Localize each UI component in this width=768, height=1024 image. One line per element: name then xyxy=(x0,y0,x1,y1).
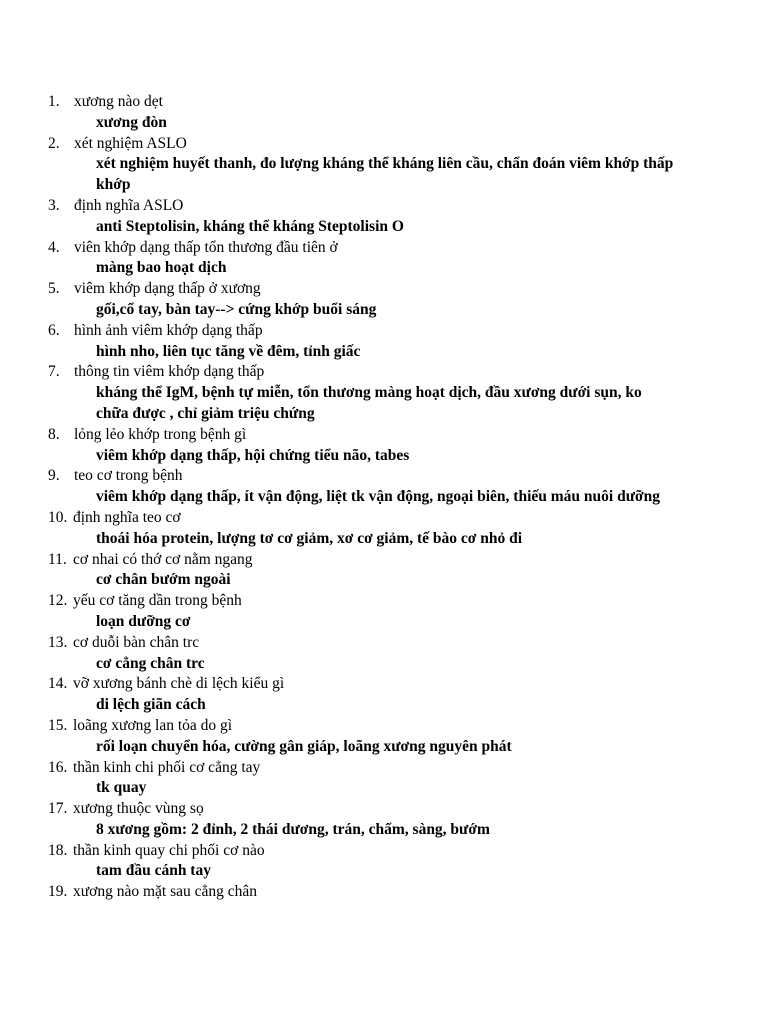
question-line xyxy=(0,591,768,612)
list-item xyxy=(0,134,768,196)
question-line xyxy=(0,674,768,695)
question-number: 12. xyxy=(48,592,68,610)
list-item xyxy=(0,633,768,675)
answer-text: kháng thể IgM, bệnh tự miễn, tổn thương màng hoạt dịch, đầu xương dưới sụn, ko chữa được , chỉ giảm triệu chứng xyxy=(96,384,642,422)
question-number: 7. xyxy=(48,363,60,381)
answer-text: viêm khớp dạng thấp, ít vận động, liệt tk vận động, ngoại biên, thiếu máu nuôi dưỡng xyxy=(96,488,660,506)
question-line xyxy=(0,279,768,300)
question-number: 3. xyxy=(48,196,60,214)
question-number: 10. xyxy=(48,508,68,526)
answer-text: loạn dưỡng cơ xyxy=(96,612,191,630)
list-item xyxy=(0,674,768,716)
question-text: thần kinh chi phối cơ cẳng tay xyxy=(73,758,261,776)
question-number: 2. xyxy=(48,134,60,152)
question-text: thông tin viêm khớp dạng thấp xyxy=(74,363,265,381)
answer-text: thoái hóa protein, lượng tơ cơ giảm, xơ cơ giảm, tế bào cơ nhỏ đi xyxy=(96,529,523,547)
answer-text: viêm khớp dạng thấp, hội chứng tiểu não, tabes xyxy=(96,446,410,464)
list-item xyxy=(0,550,768,592)
list-item xyxy=(0,799,768,841)
question-line xyxy=(0,882,768,903)
question-line xyxy=(0,758,768,779)
question-text: thần kinh quay chi phối cơ nào xyxy=(73,841,265,859)
answer-text: xương đòn xyxy=(96,113,167,131)
question-number: 1. xyxy=(48,93,60,110)
list-item xyxy=(0,279,768,321)
question-line xyxy=(0,425,768,446)
question-text: định nghĩa teo cơ xyxy=(73,508,181,526)
question-number: 18. xyxy=(48,841,68,859)
answer-text: 8 xương gồm: 2 đỉnh, 2 thái dương, trán, chẩm, sàng, bướm xyxy=(96,820,490,838)
answer-text: di lệch giãn cách xyxy=(96,696,206,714)
question-number: 8. xyxy=(48,425,60,443)
question-number: 15. xyxy=(48,716,68,734)
question-number: 6. xyxy=(48,321,60,339)
question-line xyxy=(0,92,768,113)
question-text: hình ảnh viêm khớp dạng thấp xyxy=(74,321,263,339)
answer-text: tk quay xyxy=(96,779,147,797)
list-item xyxy=(0,321,768,363)
question-number: 11. xyxy=(48,550,67,568)
question-text: xương thuộc vùng sọ xyxy=(73,800,204,818)
question-line xyxy=(0,134,768,155)
list-item xyxy=(0,508,768,550)
question-text: xương nào dẹt xyxy=(74,93,163,110)
list-item xyxy=(0,591,768,633)
question-text: loãng xương lan tỏa do gì xyxy=(73,716,233,734)
question-text: cơ duỗi bàn chân trc xyxy=(73,633,200,651)
question-number: 9. xyxy=(48,467,60,485)
answer-text: anti Steptolisin, kháng thể kháng Steptolisin O xyxy=(96,217,404,235)
list-item xyxy=(0,716,768,758)
answer-text: xét nghiệm huyết thanh, đo lượng kháng thể kháng liên cầu, chẩn đoán viêm khớp thấp khớp xyxy=(96,155,674,194)
question-text: teo cơ trong bệnh xyxy=(74,467,183,485)
question-line xyxy=(0,321,768,342)
list-item xyxy=(0,882,768,903)
answer-text: hình nho, liên tục tăng về đêm, tỉnh giấc xyxy=(96,342,361,360)
question-text: cơ nhai có thớ cơ nằm ngang xyxy=(73,550,253,568)
answer-text: cơ cẳng chân trc xyxy=(96,654,205,672)
question-line xyxy=(0,633,768,654)
question-number: 4. xyxy=(48,238,60,256)
question-line xyxy=(0,196,768,217)
question-line xyxy=(0,716,768,737)
question-number: 17. xyxy=(48,800,68,818)
list-item xyxy=(0,758,768,800)
list-item xyxy=(0,425,768,467)
question-text: định nghĩa ASLO xyxy=(74,196,184,214)
question-line xyxy=(0,508,768,529)
question-number: 16. xyxy=(48,758,68,776)
question-line xyxy=(0,550,768,571)
answer-text: màng bao hoạt dịch xyxy=(96,259,227,277)
answer-text: rối loạn chuyển hóa, cường gân giáp, loãng xương nguyên phát xyxy=(96,737,512,755)
list-item xyxy=(0,841,768,883)
list-item xyxy=(0,196,768,238)
question-text: viên khớp dạng thấp tổn thương đầu tiên ở xyxy=(74,238,338,256)
question-line xyxy=(0,466,768,487)
question-text: xương nào mặt sau cẳng chân xyxy=(73,883,258,901)
question-number: 19. xyxy=(48,883,68,901)
answer-text: gối,cổ tay, bàn tay--> cứng khớp buổi sáng xyxy=(96,300,377,318)
question-line xyxy=(0,362,768,383)
question-number: 5. xyxy=(48,280,60,298)
question-list xyxy=(0,92,768,903)
question-text: xét nghiệm ASLO xyxy=(74,134,187,152)
list-item xyxy=(0,466,768,508)
answer-text: tam đầu cánh tay xyxy=(96,862,211,880)
question-line xyxy=(0,238,768,259)
question-text: vỡ xương bánh chè di lệch kiểu gì xyxy=(73,675,285,693)
answer-text: cơ chân bướm ngoài xyxy=(96,571,231,589)
question-line xyxy=(0,841,768,862)
list-item xyxy=(0,362,768,424)
question-text: viêm khớp dạng thấp ở xương xyxy=(74,280,261,298)
list-item xyxy=(0,238,768,280)
question-number: 14. xyxy=(48,675,68,693)
list-item xyxy=(0,92,768,134)
question-line xyxy=(0,799,768,820)
question-text: lỏng lẻo khớp trong bệnh gì xyxy=(74,425,247,443)
question-number: 13. xyxy=(48,633,68,651)
question-text: yếu cơ tăng dần trong bệnh xyxy=(73,592,242,610)
